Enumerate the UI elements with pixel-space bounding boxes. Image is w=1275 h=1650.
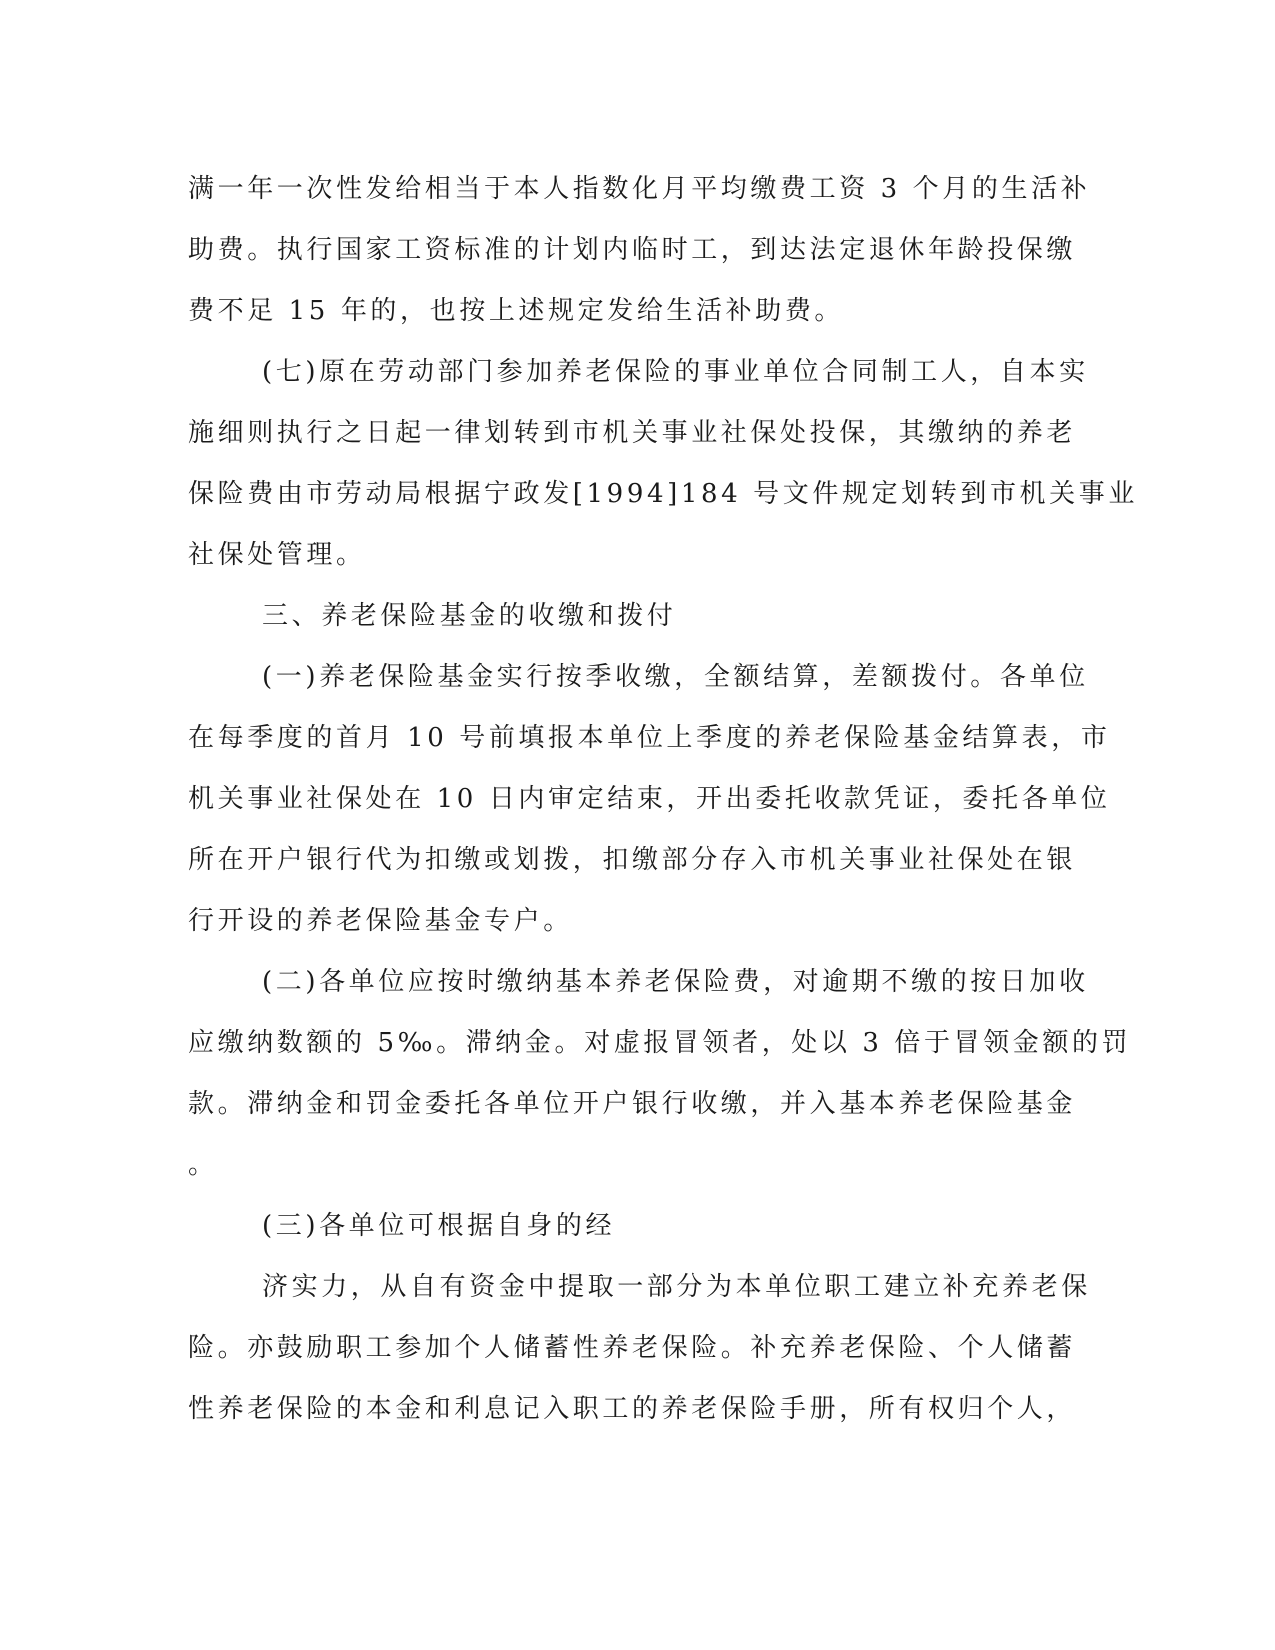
paragraph-line: (七)原在劳动部门参加养老保险的事业单位合同制工人，自本实 [262, 357, 1089, 387]
paragraph-line: 满一年一次性发给相当于本人指数化月平均缴费工资 3 个月的生活补 [188, 174, 1091, 204]
paragraph-line: 险。亦鼓励职工参加个人储蓄性养老保险。补充养老保险、个人储蓄 [188, 1333, 1077, 1363]
paragraph-line: 应缴纳数额的 5‰。滞纳金。对虚报冒领者，处以 3 倍于冒领金额的罚 [188, 1028, 1132, 1058]
paragraph-line: 费不足 15 年的，也按上述规定发给生活补助费。 [188, 296, 845, 326]
paragraph-line: 保险费由市劳动局根据宁政发[1994]184 号文件规定划转到市机关事业 [188, 479, 1138, 509]
section-heading: 三、养老保险基金的收缴和拨付 [262, 601, 677, 631]
paragraph-line: 社保处管理。 [188, 540, 366, 570]
paragraph-line: 施细则执行之日起一律划转到市机关事业社保处投保，其缴纳的养老 [188, 418, 1077, 448]
paragraph-line: (二)各单位应按时缴纳基本养老保险费，对逾期不缴的按日加收 [262, 967, 1089, 997]
paragraph-line: (三)各单位可根据自身的经 [262, 1211, 616, 1241]
paragraph-line: (一)养老保险基金实行按季收缴，全额结算，差额拨付。各单位 [262, 662, 1089, 692]
paragraph-line: 。 [188, 1150, 218, 1180]
paragraph-line: 机关事业社保处在 10 日内审定结束，开出委托收款凭证，委托各单位 [188, 784, 1111, 814]
paragraph-line: 款。滞纳金和罚金委托各单位开户银行收缴，并入基本养老保险基金 [188, 1089, 1077, 1119]
paragraph-line: 性养老保险的本金和利息记入职工的养老保险手册，所有权归个人， [188, 1394, 1077, 1424]
paragraph-line: 所在开户银行代为扣缴或划拨，扣缴部分存入市机关事业社保处在银 [188, 845, 1077, 875]
paragraph-line: 助费。执行国家工资标准的计划内临时工，到达法定退休年龄投保缴 [188, 235, 1077, 265]
paragraph-line: 济实力，从自有资金中提取一部分为本单位职工建立补充养老保 [262, 1272, 1091, 1302]
paragraph-line: 在每季度的首月 10 号前填报本单位上季度的养老保险基金结算表，市 [188, 723, 1111, 753]
paragraph-line: 行开设的养老保险基金专户。 [188, 906, 573, 936]
